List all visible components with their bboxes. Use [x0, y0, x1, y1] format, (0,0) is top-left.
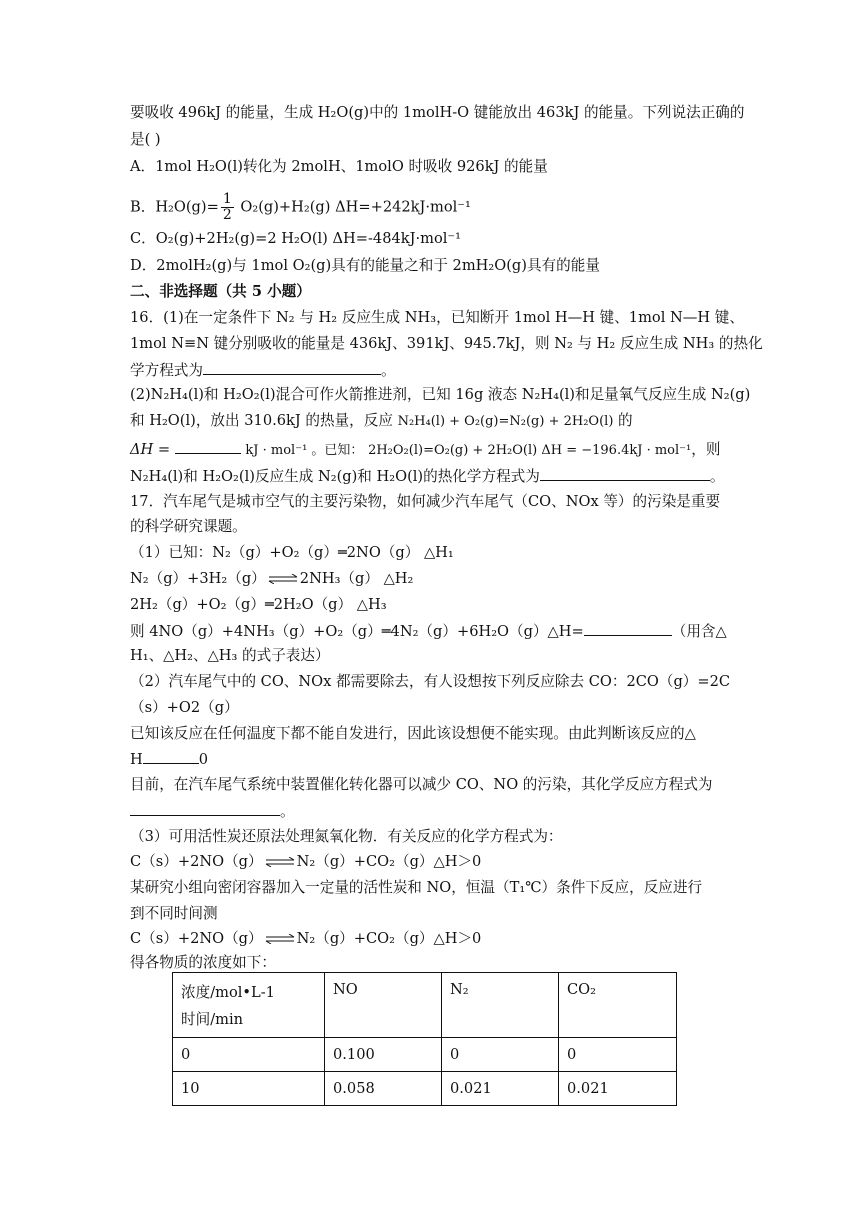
q16-line-1: 16．(1)在一定条件下 N₂ 与 H₂ 反应生成 NH₃，已知断开 1mol H—H 键、1mol N—H 键、 [130, 309, 744, 326]
option-b-prefix: B．H₂O(g)= [130, 198, 219, 216]
table-cell: 0 [442, 1038, 559, 1072]
table-header-row [173, 973, 677, 1038]
q16-line-6d: ，则 [691, 441, 721, 458]
table-row [173, 1072, 677, 1106]
q17-line-18b: N₂（g）+CO₂（g）△H＞0 [296, 930, 482, 947]
concentration-table [172, 972, 677, 1106]
q17-line-6b: （用含△ [671, 623, 727, 640]
q17-line-16: 某研究小组向密闭容器加入一定量的活性炭和 NO，恒温（T₁℃）条件下反应，反应进行 [130, 879, 703, 896]
header-concentration-unit: 浓度/mol•L-1 [181, 984, 275, 1001]
q17-line-15a: C（s）+2NO（g） [130, 853, 263, 870]
table-cell: 0.058 [325, 1072, 442, 1106]
q17-line-2: 的科学研究课题。 [130, 518, 247, 535]
q16-line-5a: 和 H₂O(l)，放出 310.6kJ 的热量，反应 [130, 412, 393, 429]
q17-line-15b: N₂（g）+CO₂（g）△H＞0 [296, 853, 482, 870]
table-cell: 0 [173, 1038, 325, 1072]
answer-blank[interactable] [130, 801, 280, 816]
table-header-cell [173, 973, 325, 1038]
section-2-title: 二、非选择题（共 5 小题） [130, 283, 311, 300]
q17-line-3: （1）已知：N₂（g）+O₂（g）═2NO（g） △H₁ [130, 544, 454, 561]
table-cell: 0.021 [559, 1072, 677, 1106]
table-cell: 0.021 [442, 1072, 559, 1106]
q17-line-4b: 2NH₃（g） △H₂ [299, 570, 414, 587]
table-row [173, 1038, 677, 1072]
q17-line-14: （3）可用活性炭还原法处理氮氧化物．有关反应的化学方程式为： [130, 828, 563, 845]
q16-line-7 [130, 466, 740, 487]
option-c: C．O₂(g)+2H₂(g)=2 H₂O(l) ΔH=-484kJ·mol⁻¹ [130, 230, 461, 247]
q17-line-18 [130, 929, 740, 949]
q16-line-3 [130, 360, 740, 381]
q16-line-4: (2)N₂H₄(l)和 H₂O₂(l)混合可作火箭推进剂，已知 16g 液态 N₂H₄(l)和足量氧气反应生成 N₂(g) [130, 386, 751, 403]
q17-line-5: 2H₂（g）+O₂（g）═2H₂O（g） △H₃ [130, 596, 387, 613]
q16-line-7-end: 。 [709, 468, 725, 485]
q17-line-13-end: 。 [280, 803, 295, 820]
q16-line-2: 1mol N≡N 键分别吸收的能量是 436kJ、391kJ、945.7kJ，则 N₂ 与 H₂ 反应生成 NH₃ 的热化 [130, 335, 763, 352]
q17-line-11 [130, 749, 740, 770]
answer-blank[interactable] [540, 466, 710, 481]
equilibrium-arrow-icon [265, 857, 295, 867]
option-b-suffix: O₂(g)+H₂(g) ΔH=+242kJ·mol⁻¹ [240, 198, 471, 216]
table-cell: 0 [559, 1038, 677, 1072]
table-cell: 10 [173, 1072, 325, 1106]
q17-line-13 [130, 801, 740, 822]
q16-line-6 [130, 439, 740, 461]
q16-line-5 [130, 411, 740, 432]
answer-blank[interactable] [584, 621, 672, 636]
known-equation: 2H₂O₂(l)=O₂(g) + 2H₂O(l) ΔH = −196.4kJ · mol⁻¹ [368, 443, 692, 458]
q17-line-4a: N₂（g）+3H₂（g） [130, 570, 266, 587]
table-header-cell: CO₂ [559, 973, 677, 1038]
table-cell: 0.100 [325, 1038, 442, 1072]
q17-line-9: （s）+O2（g） [130, 699, 239, 716]
q17-line-4 [130, 569, 740, 589]
q17-line-10: 已知该反应在任何温度下都不能自发进行，因此该设想便不能实现。由此判断该反应的△ [130, 725, 696, 742]
q17-line-11b: 0 [198, 751, 209, 768]
header-time-unit: 时间/min [181, 1011, 244, 1028]
q17-line-6 [130, 621, 740, 642]
option-d: D．2molH₂(g)与 1mol O₂(g)具有的能量之和于 2mH₂O(g)具有的能量 [130, 257, 600, 274]
delta-h-label: ΔH = [130, 441, 171, 458]
intro-line-1: 要吸收 496kJ 的能量，生成 H₂O(g)中的 1molH-O 键能放出 463kJ 的能量。下列说法正确的 [130, 104, 745, 121]
table-header-cell: NO [325, 973, 442, 1038]
q17-line-1: 17．汽车尾气是城市空气的主要污染物，如何减少汽车尾气（CO、NOx 等）的污染是重要 [130, 493, 721, 510]
intro-line-2: 是( ) [130, 131, 161, 148]
q16-line-3-end: 。 [380, 362, 396, 379]
fraction-numerator: 1 [222, 191, 232, 207]
q17-line-7: H₁、△H₂、△H₃ 的式子表达） [130, 647, 330, 664]
answer-blank[interactable] [203, 360, 381, 375]
option-a: A．1mol H₂O(l)转化为 2molH、1molO 时吸收 926kJ 的能量 [130, 158, 548, 175]
one-half-fraction [221, 192, 234, 223]
equilibrium-arrow-icon [268, 574, 298, 584]
q17-line-17: 到不同时间测 [130, 905, 218, 922]
table-header-cell: N₂ [442, 973, 559, 1038]
q17-line-12: 目前，在汽车尾气系统中装置催化转化器可以减少 CO、NO 的污染，其化学反应方程式为 [130, 776, 713, 793]
q16-line-5c: 的 [618, 412, 633, 429]
q17-line-15 [130, 852, 740, 872]
answer-blank[interactable] [143, 749, 199, 764]
q17-line-6a: 则 4NO（g）+4NH₃（g）+O₂（g）═4N₂（g）+6H₂O（g）△H= [130, 623, 584, 640]
q17-line-8: （2）汽车尾气中的 CO、NOx 都需要除去，有人设想按下列反应除去 CO：2CO（g）=2C [130, 673, 731, 690]
q16-line-7-text: N₂H₄(l)和 H₂O₂(l)反应生成 N₂(g)和 H₂O(l)的热化学方程式为 [130, 468, 540, 485]
q17-line-19: 得各物质的浓度如下： [130, 954, 276, 971]
option-b [130, 192, 740, 223]
fraction-denominator: 2 [222, 207, 232, 223]
reaction-equation: N₂H₄(l) + O₂(g)=N₂(g) + 2H₂O(l) [397, 414, 614, 429]
q17-line-18a: C（s）+2NO（g） [130, 930, 263, 947]
q17-line-11a: H [130, 751, 143, 768]
q16-line-6b: kJ · mol⁻¹ 。已知： [245, 443, 364, 458]
q16-line-3-text: 学方程式为 [130, 362, 203, 379]
answer-blank[interactable] [175, 439, 241, 454]
equilibrium-arrow-icon [265, 934, 295, 944]
